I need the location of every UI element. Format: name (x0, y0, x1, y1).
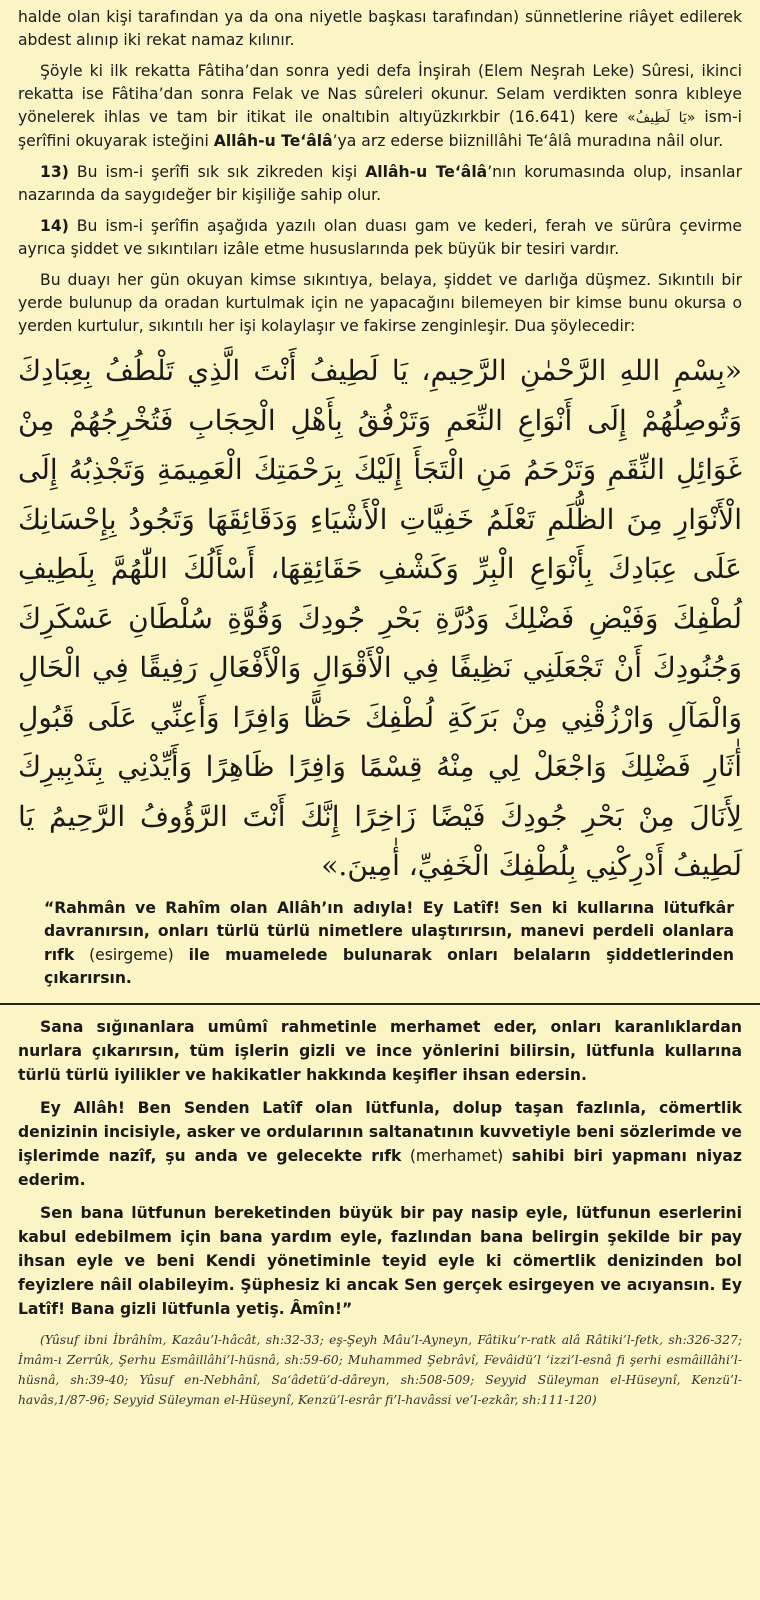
parenthetical-note: (merhamet) (401, 1146, 512, 1165)
text-segment: Bu ism-i şerîfin aşağıda yazılı olan duası gam ve kederi, ferah ve sürûra çevirme ayrıca şiddet ve sıkıntıları izâle etme hususlarında pek büyük bir tesiri vardır. (18, 217, 742, 258)
translation-paragraph-2 (18, 1096, 742, 1192)
text-segment: ism-i şerîfini okuyarak isteğini (18, 108, 742, 150)
paragraph-item-14 (18, 215, 742, 261)
section-divider (0, 1003, 760, 1005)
item-number: 13) (40, 163, 69, 181)
text-segment: Şöyle ki ilk rekatta Fâtiha’dan sonra yedi defa İnşirah (Elem Neşrah Leke) Sûresi, ikinci rekatta ise Fâtiha’dan sonra Felak ve Nas sûreleri okunur. Selam verdikten sonra kıbleye yönelerek ihlas ve tam bir itikat ile onaltıbin altıyüzkırkbir (16.641) kere (18, 62, 742, 126)
divine-name-bold: Allâh-u Te‘âlâ (365, 163, 488, 181)
arabic-prayer-text: «بِسْمِ اللهِ الرَّحْمٰنِ الرَّحِيمِ، يَا لَطِيفُ أَنْتَ الَّذِي تَلْطُفُ بِعِبَادِكَ وَتُوصِلُهُمْ إِلَى أَنْوَاعِ النِّعَمِ وَتَرْفُقُ بِأَهْلِ الْحِجَابِ فَتُخْرِجُهُمْ مِنْ غَوَائِلِ النِّقَمِ وَتَرْحَمُ مَنِ الْتَجَأَ إِلَيْكَ بِرَحْمَتِكَ الْعَمِيمَةِ وَتَجْذِبُهُ إِلَى الْأَنْوَارِ مِنَ الظُّلَمِ تَعْلَمُ خَفِيَّاتِ الْأَشْيَاءِ وَدَقَائِقَهَا وَتَجُودُ بِإِحْسَانِكَ عَلَى عِبَادِكَ بِأَنْوَاعِ الْبِرِّ وَكَشْفِ حَقَائِقِهَا، أَسْأَلُكَ اللّٰهُمَّ بِلَطِيفِ لُطْفِكَ وَفَيْضِ فَضْلِكَ وَدُرَّةِ بَحْرِ جُودِكَ وَقُوَّةِ سُلْطَانِ عَسْكَرِكَ وَجُنُودِكَ أَنْ تَجْعَلَنِي نَظِيفًا فِي الْأَقْوَالِ وَالْأَفْعَالِ رَفِيقًا فِي الْحَالِ وَالْمَآلِ وَارْزُقْنِي مِنْ بَرَكَةِ لُطْفِكَ حَظًّا وَافِرًا وَأَعِنِّي عَلَى قَبُولِ أٰثَارِ فَضْلِكَ وَاجْعَلْ لِي مِنْهُ قِسْمًا وَافِرًا ظَاهِرًا وَأَيِّدْنِي بِتَدْبِيرِكَ لِأَنَالَ مِنْ بَحْرِ جُودِكَ فَيْضًا زَاخِرًا إِنَّكَ أَنْتَ الرَّؤُوفُ الرَّحِيمُ يَا لَطِيفُ أَدْرِكْنِي بِلُطْفِكَ الْخَفِيِّ، أٰمِينَ.» (18, 354, 742, 882)
text-segment: sahibi biri yapmanı niyaz ederim. (18, 1146, 742, 1189)
translation-paragraph-1: Sana sığınanlara umûmî rahmetinle merhamet eder, onları karanlıklardan nurlara çıkarırsın, tüm işlerin gizli ve ince yönlerini bilirsin, lütfunla kullarına türlü türlü iyilikler ve hakikatler hakkında keşifler ihsan edersin. (18, 1017, 742, 1084)
text-segment: ’ya arz ederse biiznillâhi Te‘âlâ muradına nâil olur. (332, 132, 724, 150)
sources-citation: (Yûsuf ibni İbrâhîm, Kazâu’l-hâcât, sh:32-33; eş-Şeyh Mâu’l-Ayneyn, Fâtiku’r-ratk alâ Râtiki’l-fetk, sh:326-327; İmâm-ı Zerrûk, Şerhu Esmâillâhi’l-hüsnâ, sh:59-60; Muhammed Şebrâvî, Fevâidü’l ‘izzi’l-esnâ fi şerhi esmâillâhi’l-hüsnâ, sh:39-40; Yûsuf en-Nebhânî, Sa‘âdetü’d-dâreyn, sh:508-509; Seyyid Süleyman el-Hüseynî, Kenzü’l-havâs,1/87-96; Seyyid Süleyman el-Hüseynî, Kenzü’l-esrâr fi’l-havâssi ve’l-ezkâr, sh:111-120) (18, 1332, 742, 1407)
divine-name-bold: Allâh-u Te‘âlâ (213, 132, 333, 150)
translation-intro-quote (18, 897, 742, 991)
text-segment: Ey Allâh! Ben Senden Latîf olan lütfunla, dolup taşan fazlınla, cömertlik denizinin incisiyle, asker ve ordularının saltanatının kuvvetiyle beni sözlerimde ve işlerimde nazîf, şu anda ve gelecekte rıfk (18, 1098, 742, 1165)
text-segment: ile muamelede bulunarak onları belaların şiddetlerinden çıkarırsın. (44, 945, 734, 987)
paragraph-prayer-method: halde olan kişi tarafından ya da ona niyetle başkası tarafından) sünnetlerine riâyet edilerek abdest alınıp iki rekat namaz kılınır. (18, 8, 742, 49)
parenthetical-note: (esirgeme) (74, 945, 189, 964)
arabic-name-inline: «يَا لَطِيفُ» (627, 110, 696, 126)
paragraph-item-13 (18, 161, 742, 207)
text-segment: ’nın korumasında olup, insanlar nazarında da saygıdeğer bir kişiliğe sahip olur. (18, 163, 742, 204)
text-segment: “Rahmân ve Rahîm olan Allâh’ın adıyla! Ey Latîf! Sen ki kullarına lütufkâr davranırsın, onları türlü türlü nimetlere ulaştırırsın, manevi perdeli olanlara rıfk (44, 898, 734, 964)
paragraph-prayer-intro: Bu duayı her gün okuyan kimse sıkıntıya, belaya, şiddet ve darlığa düşmez. Sıkıntılı bir yerde bulunup da oradan kurtulmak için ne yapacağını bilemeyen bir kimse bunu okursa o yerden kurtulur, sıkıntılı her işi kolaylaşır ve fakirse zenginleşir. Dua şöylecedir: (18, 271, 742, 335)
translation-paragraph-3: Sen bana lütfunun bereketinden büyük bir pay nasip eyle, lütfunun eserlerini kabul edebilmem için bana yardım eyle, fazlından bana belirgin şekilde bir pay ihsan eyle ve beni Kendi yönetiminle teyid eyle ki cömertlik denizinden bol feyizlere nâil olabileyim. Şüphesiz ki ancak Sen gerçek esirgeyen ve acıyansın. Ey Latîf! Bana gizli lütfunla yetiş. Âmîn!” (18, 1203, 742, 1318)
text-segment: Bu ism-i şerîfi sık sık zikreden kişi (68, 163, 366, 181)
paragraph-recitation-instructions (18, 60, 742, 153)
item-number: 14) (40, 217, 69, 235)
